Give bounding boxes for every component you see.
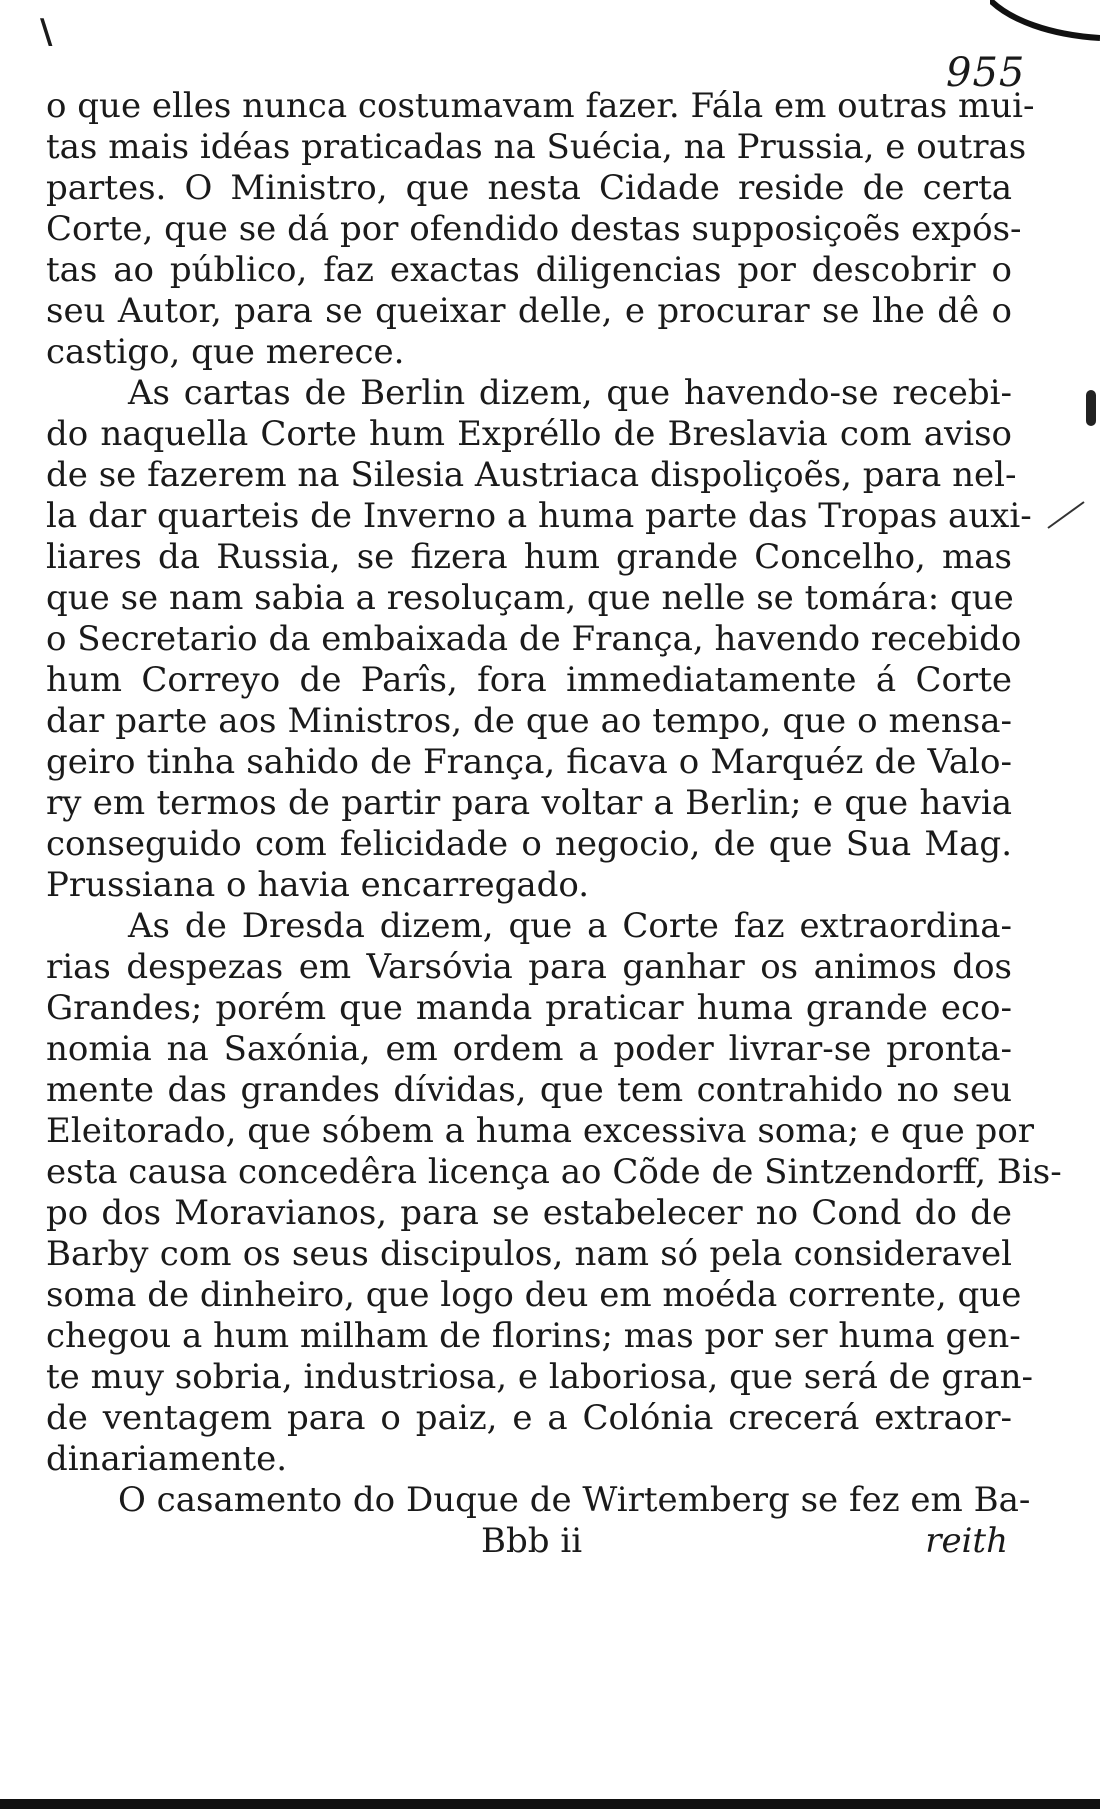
signature-mark: Bbb ii bbox=[481, 1521, 583, 1561]
margin-stroke-icon bbox=[1046, 500, 1086, 530]
text-line: o que elles nunca costumavam fazer. Fála em outras mui- bbox=[46, 86, 1035, 126]
text-line: do naquella Corte hum Expréllo de Breslavia com aviso bbox=[46, 414, 1012, 454]
text-line: As de Dresda dizem, que a Corte faz extraordina- bbox=[128, 906, 1012, 946]
text-line: liares da Russia, se fizera hum grande Concelho, mas bbox=[46, 537, 1012, 577]
text-line: seu Autor, para se queixar delle, e procurar se lhe dê o bbox=[46, 291, 1012, 331]
text-line: Eleitorado, que sóbem a huma excessiva soma; e que por bbox=[46, 1111, 1035, 1151]
text-line: dar parte aos Ministros, de que ao tempo, que o mensa- bbox=[46, 701, 1012, 741]
paragraph-2 bbox=[46, 373, 1032, 906]
text-line: As cartas de Berlin dizem, que havendo-se recebi- bbox=[128, 373, 1012, 413]
text-line: de se fazerem na Silesia Austriaca dispoliçoẽs, para nel- bbox=[46, 455, 1017, 495]
text-line: Grandes; porém que manda praticar huma grande eco- bbox=[46, 988, 1012, 1028]
paragraph-4 bbox=[46, 1480, 1031, 1521]
text-line: castigo, que merece. bbox=[46, 332, 405, 372]
text-line: de ventagem para o paiz, e a Colónia crecerá extraor- bbox=[46, 1398, 1012, 1438]
text-line: que se nam sabia a resoluçam, que nelle se tomára: que bbox=[46, 578, 1014, 618]
corner-mark: \ bbox=[40, 12, 53, 52]
text-line: geiro tinha sahido de França, ficava o Marquéz de Valo- bbox=[46, 742, 1012, 782]
paragraph-1 bbox=[46, 86, 1035, 373]
paragraph-3 bbox=[46, 906, 1062, 1480]
text-line: o Secretario da embaixada de França, havendo recebido bbox=[46, 619, 1022, 659]
text-line: mente das grandes dívidas, que tem contrahido no seu bbox=[46, 1070, 1012, 1110]
text-line: soma de dinheiro, que logo deu em moéda corrente, que bbox=[46, 1275, 1022, 1315]
text-line: esta causa concedêra licença ao Cõde de Sintzendorff, Bis- bbox=[46, 1152, 1062, 1192]
page-footer bbox=[46, 1521, 1012, 1562]
page-body bbox=[46, 86, 1062, 1562]
text-line: la dar quarteis de Inverno a huma parte das Tropas auxi- bbox=[46, 496, 1032, 536]
text-line: O casamento do Duque de Wirtemberg se fez em Ba- bbox=[118, 1480, 1031, 1520]
text-line: tas mais idéas praticadas na Suécia, na Prussia, e outras bbox=[46, 127, 1027, 167]
text-line: conseguido com felicidade o negocio, de que Sua Mag. bbox=[46, 824, 1012, 864]
margin-mark bbox=[1086, 390, 1096, 426]
text-line: ry em termos de partir para voltar a Berlin; e que havia bbox=[46, 783, 1012, 823]
text-line: Prussiana o havia encarregado. bbox=[46, 865, 590, 905]
text-line: po dos Moravianos, para se estabelecer no Cond do de bbox=[46, 1193, 1012, 1233]
text-line: rias despezas em Varsóvia para ganhar os animos dos bbox=[46, 947, 1012, 987]
text-line: dinariamente. bbox=[46, 1439, 288, 1479]
text-line: partes. O Ministro, que nesta Cidade reside de certa bbox=[46, 168, 1012, 208]
text-line: hum Correyo de Parîs, fora immediatamente á Corte bbox=[46, 660, 1012, 700]
page-number: 955 bbox=[946, 50, 1026, 96]
text-line: tas ao público, faz exactas diligencias por descobrir o bbox=[46, 250, 1012, 290]
text-line: Barby com os seus discipulos, nam só pela consideravel bbox=[46, 1234, 1012, 1274]
text-line: Corte, que se dá por ofendido destas supposiçoẽs expós- bbox=[46, 209, 1022, 249]
text-line: nomia na Saxónia, em ordem a poder livrar-se pronta- bbox=[46, 1029, 1012, 1069]
scan-edge bbox=[0, 1799, 1100, 1809]
text-line: chegou a hum milham de florins; mas por ser huma gen- bbox=[46, 1316, 1021, 1356]
text-line: te muy sobria, industriosa, e laboriosa, que será de gran- bbox=[46, 1357, 1034, 1397]
catchword: reith bbox=[925, 1521, 1008, 1561]
